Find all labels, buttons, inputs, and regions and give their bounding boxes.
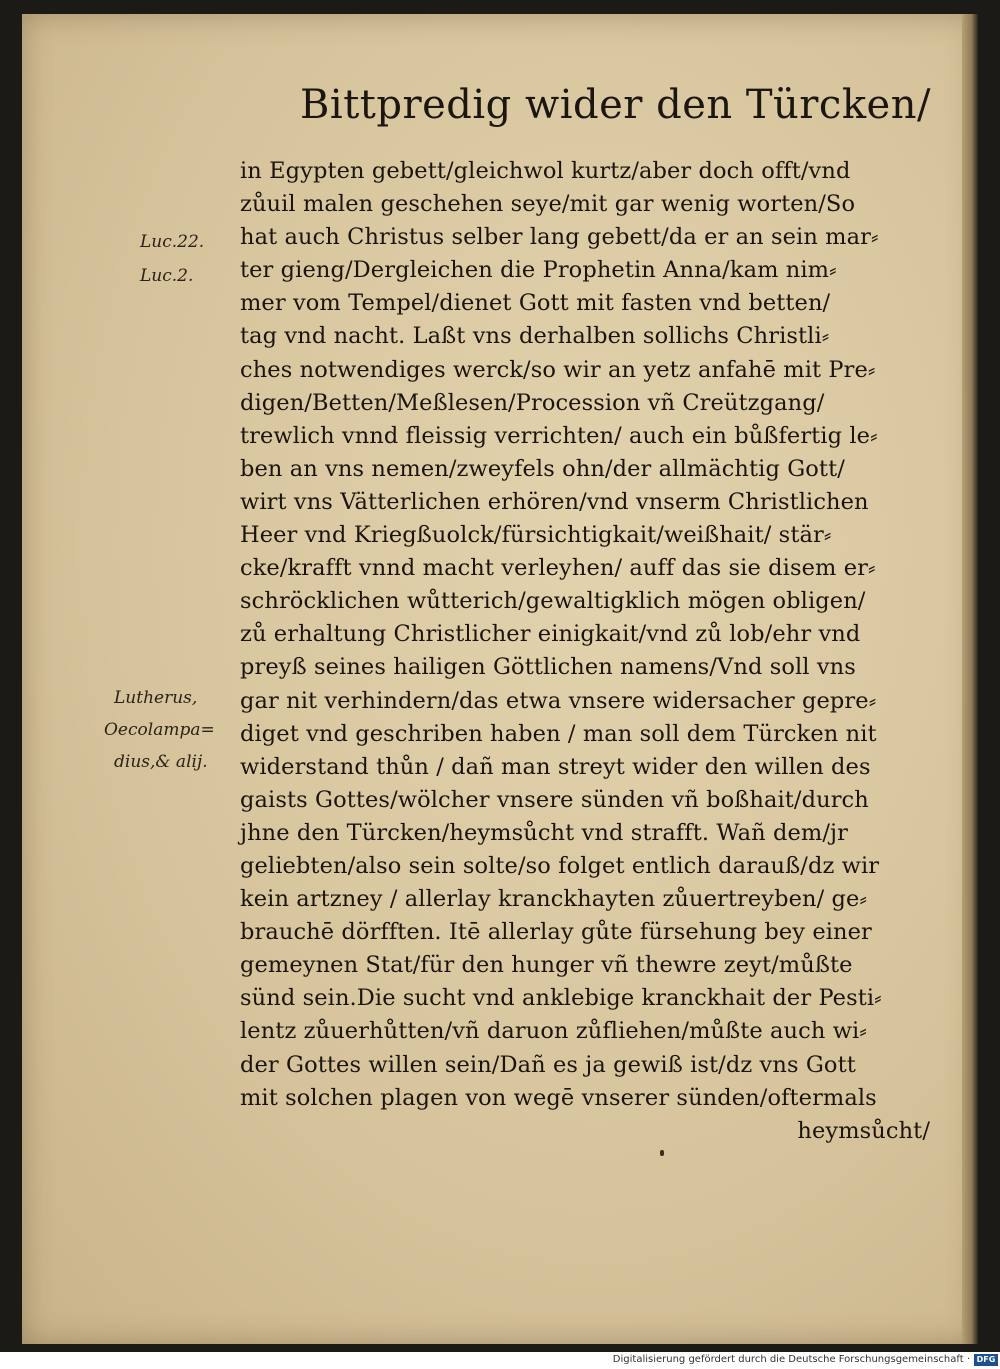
text-line-catchword: heymsůcht/ xyxy=(797,1117,930,1144)
text-line: mit solchen plagen von wegē vnserer sünden/oftermals xyxy=(240,1084,877,1111)
running-head: Bittpredig wider den Türcken/ xyxy=(300,82,931,128)
text-line: zů erhaltung Christlicher einigkait/vnd zů lob/ehr vnd xyxy=(240,621,861,648)
margin-note-lutherus: Lutherus, xyxy=(114,688,198,708)
margin-note-oecolampa: Oecolampa= xyxy=(104,720,215,740)
text-line: kein artzney / allerlay kranckhayten zůuertreyben/ ge⸗ xyxy=(240,886,868,913)
margin-note-luc2: Luc.2. xyxy=(140,266,194,286)
text-line: mer vom Tempel/dienet Gott mit fasten vnd betten/ xyxy=(240,290,831,317)
dfg-logo-icon: DFG xyxy=(974,1354,998,1366)
text-line: preyß seines hailigen Göttlichen namens/Vnd soll vns xyxy=(240,654,856,681)
signature-mark xyxy=(660,1150,664,1156)
text-line: ches notwendiges werck/so wir an yetz anfahē mit Pre⸗ xyxy=(240,356,876,383)
text-line: brauchē dörfften. Itē allerlay gůte fürsehung bey einer xyxy=(240,919,872,946)
text-line: trewlich vnnd fleissig verrichten/ auch ein bůßfertig le⸗ xyxy=(240,422,878,449)
text-line: gemeynen Stat/für den hunger vñ thewre zeyt/můßte xyxy=(240,952,853,979)
text-line: sünd sein.Die sucht vnd anklebige kranckhait der Pesti⸗ xyxy=(240,985,882,1012)
text-line: digen/Betten/Meßlesen/Procession vñ Creützgang/ xyxy=(240,389,825,416)
text-line: ben an vns nemen/zweyfels ohn/der allmächtig Gott/ xyxy=(240,455,845,482)
text-line: zůuil malen geschehen seye/mit gar wenig worten/So xyxy=(240,191,856,218)
text-line: tag vnd nacht. Laßt vns derhalben sollichs Christli⸗ xyxy=(240,323,830,350)
text-line: jhne den Türcken/heymsůcht vnd strafft. Wañ dem/jr xyxy=(240,819,848,846)
margin-note-luc22: Luc.22. xyxy=(140,232,205,252)
text-line: der Gottes willen sein/Dañ es ja gewiß ist/dz vns Gott xyxy=(240,1051,856,1078)
page-edge xyxy=(962,14,978,1344)
footer-credit: Digitalisierung gefördert durch die Deutsche Forschungsgemeinschaft · xyxy=(612,1354,970,1365)
text-line: diget vnd geschriben haben / man soll dem Türcken nit xyxy=(240,720,877,747)
text-line: cke/krafft vnnd macht verleyhen/ auff das sie disem er⸗ xyxy=(240,555,876,582)
text-line: gaists Gottes/wölcher vnsere sünden vñ boßhait/durch xyxy=(240,786,869,813)
body-text xyxy=(240,155,940,1148)
text-line: in Egypten gebett/gleichwol kurtz/aber doch offt/vnd xyxy=(240,158,851,184)
text-line: widerstand thůn / dañ man streyt wider den willen des xyxy=(240,753,871,780)
text-line: ter gieng/Dergleichen die Prophetin Anna/kam nim⸗ xyxy=(240,257,837,284)
text-line: lentz zůuerhůtten/vñ daruon zůfliehen/můßte auch wi⸗ xyxy=(240,1018,867,1045)
text-line: Heer vnd Kriegßuolck/fürsichtigkait/weißhait/ stär⸗ xyxy=(240,522,832,549)
text-line: hat auch Christus selber lang gebett/da er an sein mar⸗ xyxy=(240,224,879,251)
text-line: gar nit verhindern/das etwa vnsere widersacher gepre⸗ xyxy=(240,687,877,714)
text-line: schröcklichen wůtterich/gewaltigklich mögen obligen/ xyxy=(240,588,866,615)
text-line: wirt vns Vätterlichen erhören/vnd vnserm Christlichen xyxy=(240,488,869,515)
margin-note-dius: dius,& alij. xyxy=(114,752,208,772)
text-line: geliebten/also sein solte/so folget entlich darauß/dz wir xyxy=(240,852,880,879)
